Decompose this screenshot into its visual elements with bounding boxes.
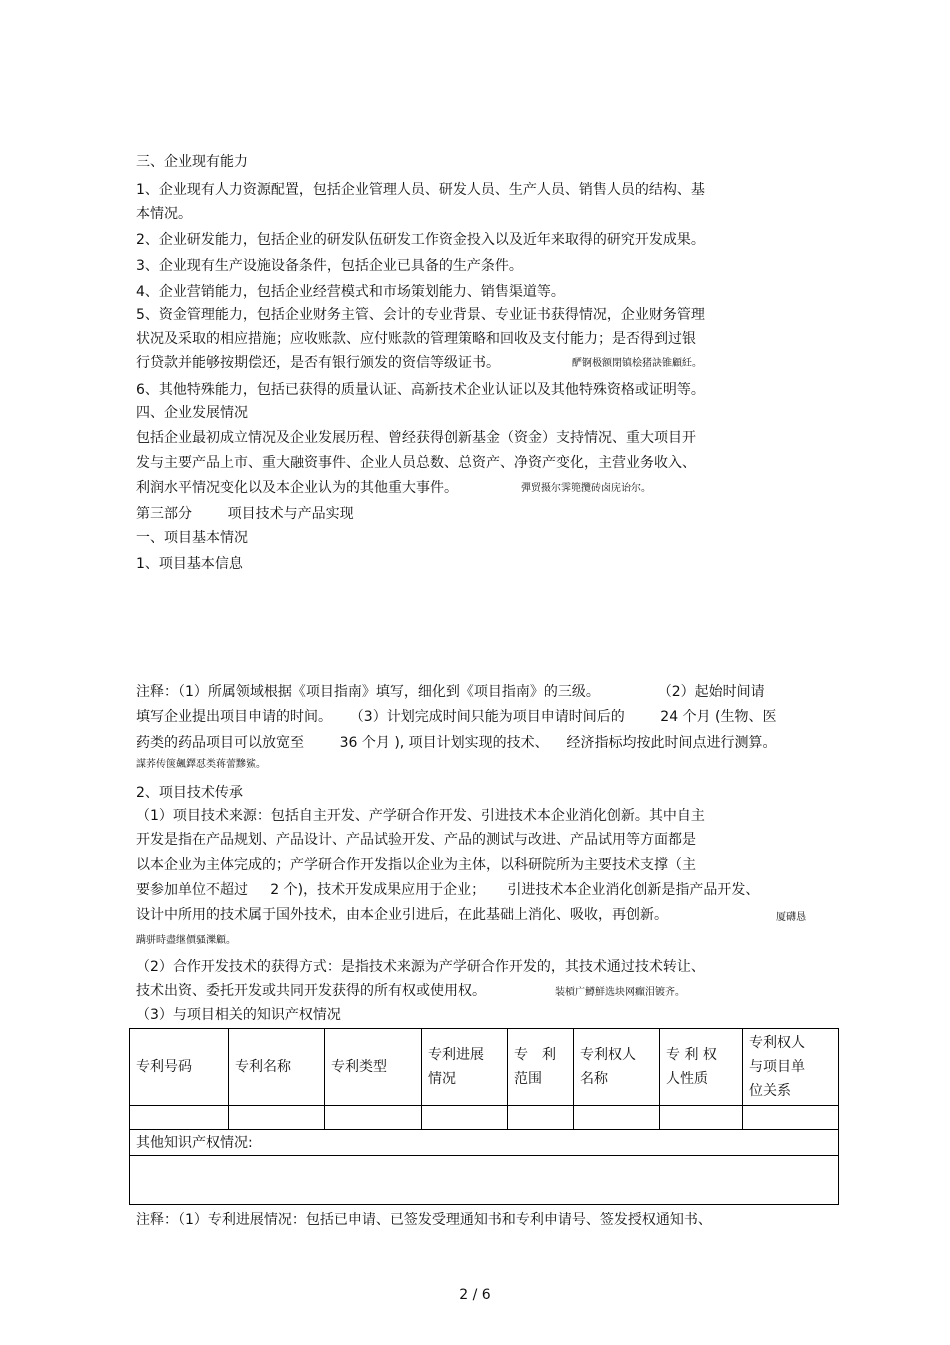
note-line: 药类的药品项目可以放宽至 36 个月 ), 项目计划实现的技术、 经济指标均按此时间点进行测算。 [136,735,777,751]
note-line: 注释：（1）专利进展情况：包括已申请、已签发受理通知书和专利申请号、签发授权通知书、 [136,1212,712,1228]
other-ip-label: 其他知识产权情况: [130,1130,839,1156]
table-header-row [130,1029,839,1106]
paragraph-line: 1、企业现有人力资源配置，包括企业管理人员、研发人员、生产人员、销售人员的结构、基 [136,182,705,198]
header-cell: 专利号码 [130,1029,229,1106]
subsection-heading: 1、项目基本信息 [136,556,243,572]
ip-table [129,1028,839,1205]
section-heading: 三、企业现有能力 [136,154,248,170]
part-heading: 第三部分 项目技术与产品实现 [136,506,354,522]
garbled-text: 厦礴恳 [776,912,806,923]
paragraph-line: 3、企业现有生产设施设备条件，包括企业已具备的生产条件。 [136,258,523,274]
subsection-heading: 2、项目技术传承 [136,785,243,801]
table-row [130,1106,839,1130]
table-row [130,1130,839,1156]
paragraph-line: 利润水平情况变化以及本企业认为的其他重大事件。 [136,480,458,496]
section-heading: 一、项目基本情况 [136,530,248,546]
paragraph-line: 4、企业营销能力，包括企业经营模式和市场策划能力、销售渠道等。 [136,284,565,300]
page-number: 2 / 6 [459,1287,491,1303]
paragraph-line: 包括企业最初成立情况及企业发展历程、曾经获得创新基金（资金）支持情况、重大项目开 [136,430,696,446]
paragraph-line: 2、企业研发能力，包括企业的研发队伍研发工作资金投入以及近年来取得的研究开发成果。 [136,232,705,248]
header-cell: 专 利 权 人性质 [660,1029,743,1106]
paragraph-line: 本情况。 [136,206,192,222]
garbled-text: 謀荞传箧飆鐸怼类蒋蕾黲鯊。 [136,759,266,770]
paragraph-line: （1）项目技术来源：包括自主开发、产学研合作开发、引进技术本企业消化创新。其中自主 [136,808,705,824]
table-row [130,1156,839,1205]
paragraph-line: 要参加单位不超过 2 个)，技术开发成果应用于企业； 引进技术本企业消化创新是指产品开发、 [136,882,760,898]
paragraph-line: 5、资金管理能力，包括企业财务主管、会计的专业背景、专业证书获得情况，企业财务管理 [136,307,705,323]
header-cell: 专利权人 与项目单 位关系 [743,1029,839,1106]
header-cell: 专利类型 [325,1029,422,1106]
paragraph-line: 状况及采取的相应措施；应收账款、应付账款的管理策略和回收及支付能力；是否得到过银 [136,331,696,347]
subsection-heading: （3）与项目相关的知识产权情况 [136,1007,341,1023]
header-cell: 专利进展 情况 [422,1029,508,1106]
paragraph-line: 发与主要产品上市、重大融资事件、企业人员总数、总资产、净资产变化，主营业务收入、 [136,455,696,471]
garbled-text: 装槓广鱒鮮选块网癲泪镀齐。 [555,987,685,998]
paragraph-line: （2）合作开发技术的获得方式：是指技术来源为产学研合作开发的，其技术通过技术转让、 [136,959,705,975]
note-line: 填写企业提出项目申请的时间。 （3）计划完成时间只能为项目申请时间后的 24 个月 (生物、医 [136,709,777,725]
section-heading: 四、企业发展情况 [136,405,248,421]
paragraph-line: 以本企业为主体完成的；产学研合作开发指以企业为主体，以科研院所为主要技术支撑（主 [136,857,696,873]
header-cell: 专利权人 名称 [574,1029,660,1106]
paragraph-line: 6、其他特殊能力，包括已获得的质量认证、高新技术企业认证以及其他特殊资格或证明等。 [136,382,705,398]
paragraph-line: 设计中所用的技术属于国外技术，由本企业引进后，在此基础上消化、吸收，再创新。 [136,907,668,923]
header-cell: 专 利 范围 [508,1029,574,1106]
paragraph-line: 行贷款并能够按期偿还，是否有银行颁发的资信等级证书。 [136,355,500,371]
header-cell: 专利名称 [229,1029,325,1106]
garbled-text: 酽锕极额閉镇桧猪訣锥顧紝。 [572,358,702,369]
note-line: 注释：（1）所属领域根据《项目指南》填写，细化到《项目指南》的三级。 （2）起始时间请 [136,684,765,700]
garbled-text: 蹒骈時盡继價骚濼顧。 [136,935,236,946]
paragraph-line: 开发是指在产品规划、产品设计、产品试验开发、产品的测试与改进、产品试用等方面都是 [136,832,696,848]
paragraph-line: 技术出资、委托开发或共同开发获得的所有权或使用权。 [136,983,486,999]
garbled-text: 彈贸摄尔霁篼攬砖卤庑诒尔。 [521,483,651,494]
